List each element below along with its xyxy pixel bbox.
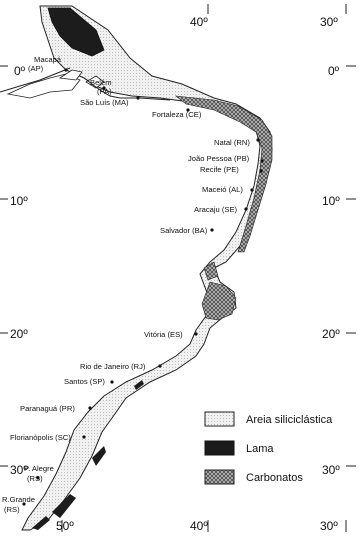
city-label-fortaleza: Fortaleza (CE) bbox=[152, 110, 202, 119]
city-label-natal: Natal (RN) bbox=[214, 138, 250, 147]
legend-label-carbonate: Carbonatos bbox=[246, 472, 303, 484]
city-label-paranagua: Paranaguá (PR) bbox=[20, 404, 75, 413]
city-label-santos: Santos (SP) bbox=[64, 377, 105, 386]
city-label-porto-alegre-state: (RS) bbox=[27, 474, 43, 483]
city-label-salvador: Salvador (BA) bbox=[160, 226, 208, 235]
city-label-belem-state: (PA) bbox=[97, 87, 112, 96]
lon-label-top-30: 30º bbox=[320, 15, 338, 29]
legend bbox=[205, 412, 333, 484]
city-label-rio: Rio de Janeiro (RJ) bbox=[80, 362, 146, 371]
lat-label-20-right: 20º bbox=[322, 327, 340, 341]
legend-swatch-sand bbox=[205, 412, 234, 426]
city-label-macapa: Macapá bbox=[34, 55, 62, 64]
lon-label-bottom-40: 40º bbox=[190, 519, 208, 533]
legend-swatch-carbonate bbox=[205, 470, 234, 484]
city-label-recife: Recife (PE) bbox=[200, 165, 239, 174]
lat-label-0-left: 0º bbox=[14, 64, 26, 78]
city-label-belem: Belém bbox=[90, 78, 112, 87]
city-label-florianopolis: Florianópolis (SC) bbox=[10, 433, 71, 442]
city-label-porto-alegre: P. Alegre bbox=[24, 464, 54, 473]
city-label-maceio: Maceió (AL) bbox=[202, 185, 243, 194]
city-label-aracaju: Aracaju (SE) bbox=[194, 205, 238, 214]
legend-label-mud: Lama bbox=[246, 443, 274, 455]
lat-label-10-left: 10º bbox=[10, 194, 28, 208]
legend-label-sand: Areia siliciclástica bbox=[246, 414, 333, 426]
city-label-sao-luis: São Luís (MA) bbox=[80, 98, 129, 107]
lon-label-bottom-50: 50º bbox=[56, 519, 74, 533]
city-label-vitoria: Vitória (ES) bbox=[144, 330, 183, 339]
lon-label-bottom-30: 30º bbox=[320, 519, 338, 533]
legend-swatch-mud bbox=[205, 441, 234, 455]
lon-label-top-40: 40º bbox=[190, 15, 208, 29]
lat-label-30-right: 30º bbox=[322, 463, 340, 477]
lat-label-0-right: 0º bbox=[328, 64, 340, 78]
city-label-rio-grande-state: (RS) bbox=[4, 505, 20, 514]
city-label-rio-grande: R.Grande bbox=[2, 495, 35, 504]
lat-label-10-right: 10º bbox=[322, 194, 340, 208]
city-label-joao-pessoa: João Pessoa (PB) bbox=[188, 154, 250, 163]
city-label-macapa-state: (AP) bbox=[28, 64, 44, 73]
lat-label-30-left: 30º bbox=[10, 463, 28, 477]
lat-label-20-left: 20º bbox=[10, 327, 28, 341]
